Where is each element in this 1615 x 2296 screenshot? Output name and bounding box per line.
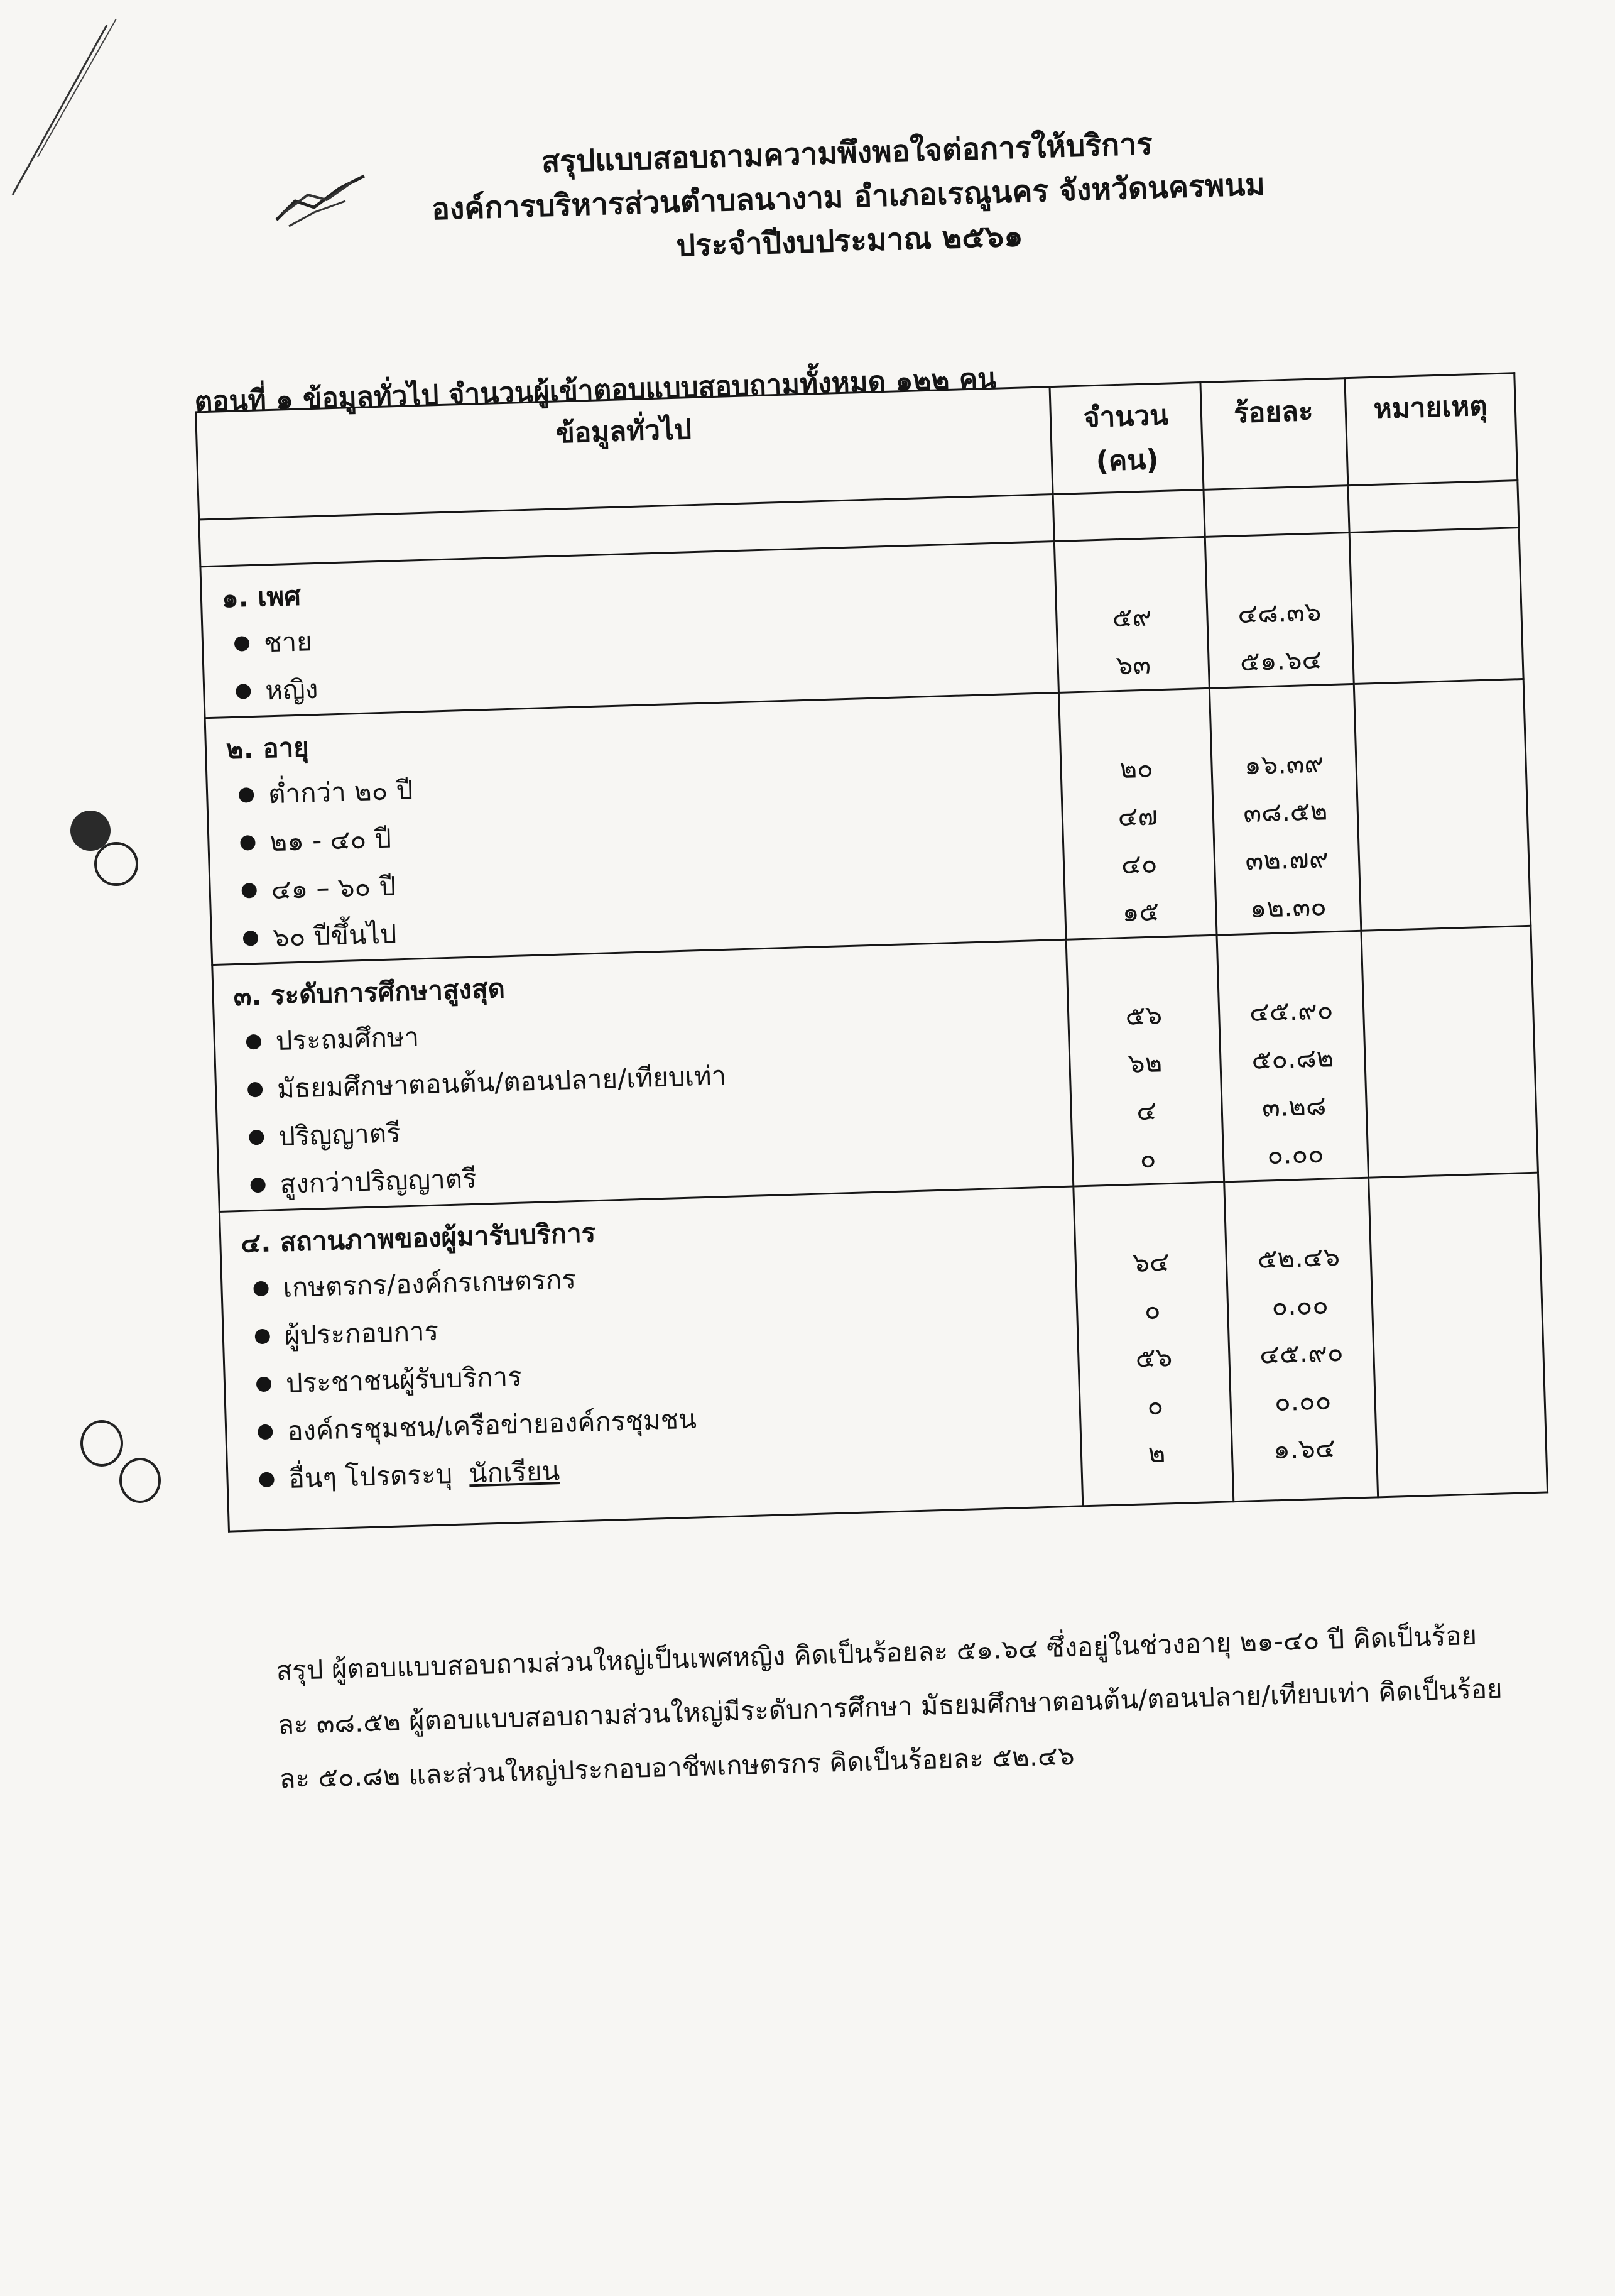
group-title: ๔. สถานภาพของผู้มารับบริการ: [240, 1217, 596, 1259]
item-label: สูงกว่าปริญญาตรี: [279, 1162, 477, 1200]
percent-value: ๐.๐๐: [1274, 1384, 1332, 1418]
table-row: [205, 679, 1531, 965]
bullet-icon: [240, 835, 256, 851]
percent-value: ๔๘.๓๖: [1237, 596, 1322, 630]
document-header: [376, 117, 1322, 276]
item-label: หญิง: [264, 673, 318, 706]
bullet-icon: [254, 1329, 270, 1345]
note-cell: [1354, 679, 1531, 931]
table-row: [212, 926, 1538, 1211]
note-cell: [1349, 528, 1523, 684]
group-title: ๓. ระดับการศึกษาสูงสุด: [233, 973, 506, 1012]
percent-cell: [1205, 533, 1354, 689]
item-label: ๔๑ – ๖๐ ปี: [270, 870, 396, 905]
summary-line: ละ ๕๐.๘๒ และส่วนใหญ่ประกอบอาชีพเกษตรกร คิดเป็นร้อยละ ๕๒.๔๖: [278, 1739, 1075, 1795]
percent-cell: [1224, 1178, 1378, 1502]
count-value: ๒๐: [1119, 752, 1154, 785]
count-cell: [1074, 1182, 1234, 1506]
count-value: ๖๔: [1132, 1246, 1170, 1278]
percent-value: ๕๒.๔๖: [1256, 1241, 1340, 1274]
group-title: ๑. เพศ: [221, 580, 302, 614]
count-value: ๖๒: [1128, 1047, 1163, 1079]
header-title: สรุปแบบสอบถามความพึงพอใจต่อการให้บริการ: [541, 126, 1153, 180]
bullet-icon: [234, 636, 250, 652]
item-label: ประถมศึกษา: [275, 1021, 420, 1057]
bullet-icon: [250, 1178, 266, 1193]
item-label: มัธยมศึกษาตอนต้น/ตอนปลาย/เทียบเท่า: [276, 1059, 727, 1105]
count-value: ๐: [1139, 1142, 1157, 1174]
item-label: ๒๑ - ๔๐ ปี: [269, 823, 392, 858]
item-label: ปริญญาตรี: [278, 1117, 401, 1152]
bullet-icon: [239, 787, 254, 803]
item-label-handwritten: นักเรียน: [469, 1455, 560, 1489]
count-value: ๔๐: [1121, 848, 1158, 880]
count-value: ๐: [1146, 1389, 1164, 1421]
percent-value: ๑๖.๓๙: [1244, 747, 1324, 781]
column-header-info: ข้อมูลทั่วไป: [196, 387, 1053, 520]
percent-value: ๔๕.๙๐: [1259, 1336, 1344, 1370]
note-cell: [1369, 1173, 1548, 1497]
count-value: ๕๖: [1134, 1342, 1173, 1374]
item-label: อื่นๆ โปรดระบุ: [288, 1458, 453, 1494]
summary-line: สรุป ผู้ตอบแบบสอบถามส่วนใหญ่เป็นเพศหญิง คิดเป็นร้อยละ ๕๑.๖๔ ซึ่งอยู่ในช่วงอายุ ๒๑-๔๐ ปี คิดเป็นร้อย: [275, 1619, 1477, 1686]
percent-value: ๓.๒๘: [1261, 1090, 1327, 1123]
bullet-icon: [258, 1424, 273, 1440]
group-title: ๒. อายุ: [226, 731, 310, 765]
percent-value: ๐.๐๐: [1271, 1289, 1329, 1322]
summary-line: ละ ๓๘.๕๒ ผู้ตอบแบบสอบถามส่วนใหญ่มีระดับการศึกษา มัธยมศึกษาตอนต้น/ตอนปลาย/เทียบเท่า คิดเป็นร้อย: [277, 1673, 1503, 1741]
bullet-icon: [249, 1130, 264, 1145]
percent-value: ๓๘.๕๒: [1243, 795, 1328, 829]
percent-value: ๔๕.๙๐: [1249, 994, 1334, 1028]
percent-value: ๓๒.๗๙: [1244, 843, 1329, 877]
item-label: ชาย: [263, 626, 313, 659]
summary-paragraph: [275, 1604, 1615, 1807]
bullet-icon: [247, 1082, 263, 1098]
bullet-icon: [243, 931, 259, 946]
header-fiscal-year: ประจำปีงบประมาณ ๒๕๖๑: [675, 218, 1024, 264]
percent-value: ๕๐.๘๒: [1251, 1042, 1335, 1076]
count-cell: [1058, 688, 1217, 939]
column-header-percent: ร้อยละ: [1200, 378, 1348, 490]
count-value: ๖๓: [1115, 648, 1151, 681]
section-title: ตอนที่ ๑ ข้อมูลทั่วไป จำนวนผู้เข้าตอบแบบสอบถามทั้งหมด ๑๒๒ คน: [193, 362, 997, 418]
group-cell: [200, 542, 1059, 718]
bullet-icon: [256, 1377, 272, 1392]
count-value: ๑๕: [1121, 895, 1160, 928]
count-value: ๔๗: [1117, 800, 1158, 833]
column-header-note: หมายเหตุ: [1345, 373, 1518, 486]
group-cell: [205, 692, 1066, 965]
survey-table: [195, 372, 1548, 1533]
table-row: [219, 1173, 1547, 1531]
item-label: ผู้ประกอบการ: [284, 1315, 439, 1351]
percent-cell: [1217, 931, 1369, 1182]
percent-value: ๐.๐๐: [1266, 1137, 1325, 1171]
group-cell: [212, 939, 1074, 1211]
percent-value: ๕๑.๖๔: [1239, 643, 1322, 677]
bullet-icon: [246, 1034, 262, 1050]
column-header-count: จำนวน (คน): [1050, 383, 1204, 495]
bullet-icon: [259, 1472, 275, 1488]
note-cell: [1361, 926, 1538, 1178]
count-value: ๒: [1147, 1437, 1166, 1469]
header-organization: องค์การบริหารส่วนตำบลนางาม อำเภอเรณูนคร จังหวัดนครพนม: [431, 167, 1266, 227]
count-cell: [1066, 935, 1224, 1186]
group-cell: [219, 1186, 1083, 1531]
count-value: ๕๖: [1124, 999, 1163, 1031]
percent-value: ๑๒.๓๐: [1249, 890, 1327, 924]
count-cell: [1054, 537, 1209, 692]
item-label: องค์กรชุมชน/เครือข่ายองค์กรชุมชน: [286, 1403, 697, 1446]
percent-cell: [1209, 684, 1361, 935]
bullet-icon: [236, 684, 251, 699]
item-label: ๖๐ ปีขึ้นไป: [272, 918, 398, 953]
count-value: ๐: [1144, 1294, 1161, 1326]
count-value: ๔: [1136, 1095, 1157, 1127]
item-label: ต่ำกว่า ๒๐ ปี: [268, 774, 413, 810]
item-label: เกษตรกร/องค์กรเกษตรกร: [282, 1264, 577, 1303]
bullet-icon: [241, 883, 257, 899]
bullet-icon: [253, 1281, 269, 1297]
item-label: ประชาชนผู้รับบริการ: [285, 1360, 523, 1399]
percent-value: ๑.๖๔: [1273, 1432, 1336, 1465]
count-value: ๕๙: [1111, 601, 1152, 633]
